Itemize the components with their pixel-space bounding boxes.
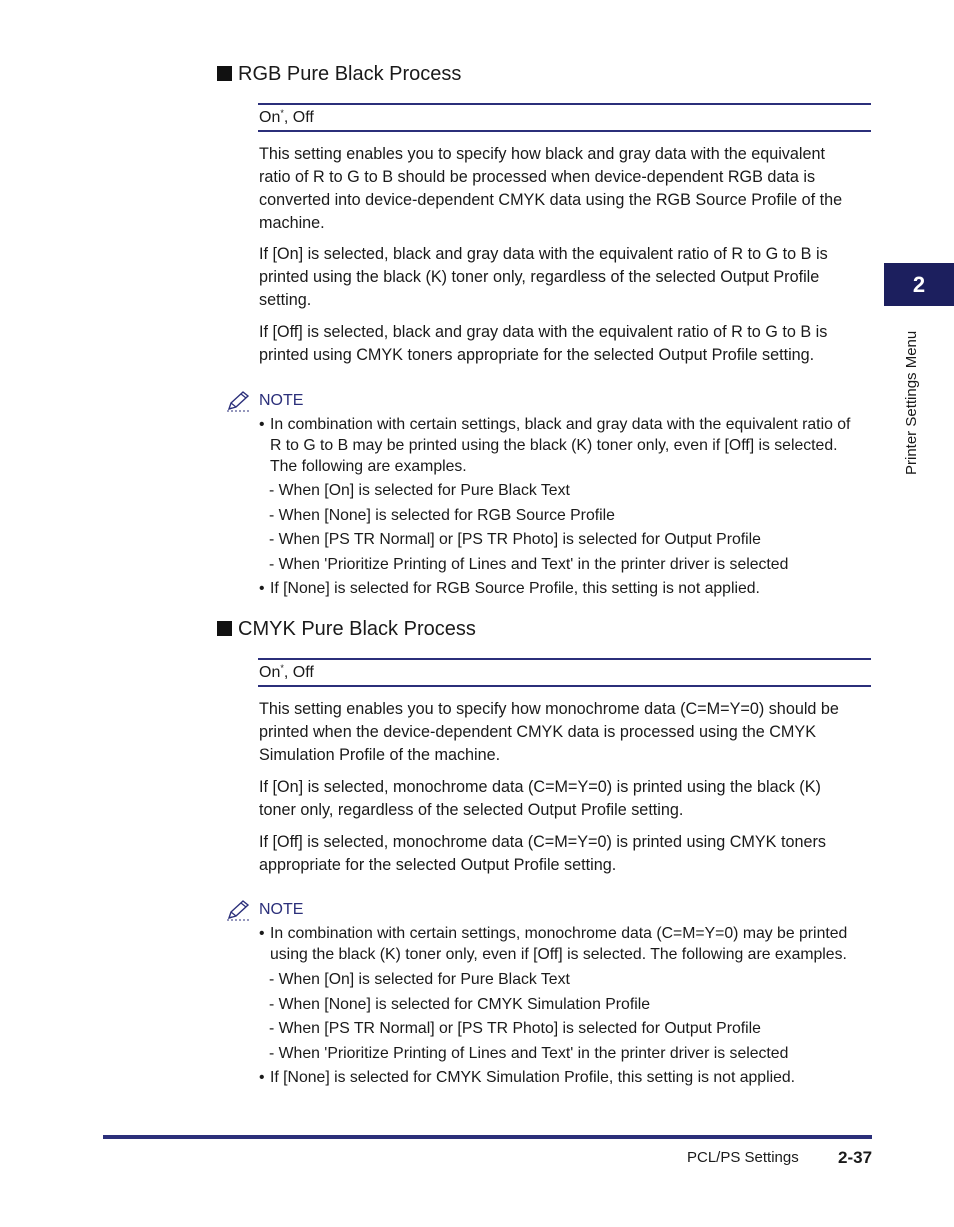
section-heading [217,618,476,641]
text-line: setting. [259,291,312,309]
text-line: If [Off] is selected, black and gray data with the equivalent ratio of R to G to B is [259,323,828,341]
text-line: The following are examples. [270,458,467,475]
list-item: - When [PS TR Normal] or [PS TR Photo] is selected for Output Profile [269,531,761,548]
chapter-title-vertical: Printer Settings Menu [903,330,920,475]
options-rule-top [258,658,871,660]
chapter-tab [884,263,954,306]
text-line: using the black (K) toner only, even if [Off] is selected. The following are examples. [270,946,847,963]
footer-rule [103,1135,872,1139]
black-square-icon [217,621,232,636]
chapter-number: 2 [912,271,926,297]
note-bullet [259,414,851,477]
note-sub-list [269,969,788,1067]
section-title: RGB Pure Black Process [238,63,462,85]
bullet-dot: • [259,416,265,433]
options-line [259,108,314,127]
section-title: CMYK Pure Black Process [238,618,476,640]
text-line: If [Off] is selected, monochrome data (C=M=Y=0) is printed using CMYK toners [259,833,826,851]
options-rule-bottom [258,130,871,132]
list-item: - When [On] is selected for Pure Black Text [269,971,570,988]
pencil-note-icon [225,390,251,417]
text-line: If [None] is selected for RGB Source Profile, this setting is not applied. [270,580,760,597]
paragraph [259,143,874,235]
note-label: NOTE [259,901,304,918]
list-item: - When [PS TR Normal] or [PS TR Photo] is selected for Output Profile [269,1020,761,1037]
list-item: - When [None] is selected for RGB Source Profile [269,506,615,524]
bullet-dot: • [259,925,265,942]
option-off: , Off [283,664,314,681]
text-line: This setting enables you to specify how monochrome data (C=M=Y=0) should be [259,700,839,718]
text-line: converted into device-dependent CMYK data using the RGB Source Profile of the [259,191,843,209]
option-on: On [259,109,281,126]
list-item: - When [None] is selected for CMYK Simulation Profile [269,995,651,1013]
list-item: - When 'Prioritize Printing of Lines and Text' in the printer driver is selected [269,555,789,573]
note-bullet [259,923,848,965]
text-line: If [None] is selected for CMYK Simulation Profile, this setting is not applied. [270,1069,796,1086]
text-line: machine. [259,214,325,232]
paragraph [259,698,874,767]
text-line: printed using CMYK toners appropriate for the selected Output Profile setting. [259,346,815,364]
text-line: If [On] is selected, monochrome data (C=M=Y=0) is printed using the black (K) [259,778,821,796]
note-sub-list [269,480,788,578]
section-heading [217,63,461,86]
bullet-dot: • [259,580,265,597]
note-label: NOTE [259,392,304,409]
paragraph [259,243,874,312]
note-bullet [259,578,760,599]
pencil-note-icon [225,899,251,926]
text-line: This setting enables you to specify how black and gray data with the equivalent [259,145,826,163]
bullet-dot: • [259,1069,265,1086]
text-line: printed when the device-dependent CMYK data is processed using the CMYK [259,723,816,741]
text-line: If [On] is selected, black and gray data with the equivalent ratio of R to G to B is [259,245,828,263]
text-line: toner only, regardless of the selected Output Profile setting. [259,801,684,819]
black-square-icon [217,66,232,81]
option-off: , Off [283,109,314,126]
option-on: On [259,664,281,681]
text-line: appropriate for the selected Output Profile setting. [259,856,617,874]
default-mark: * [280,108,284,118]
list-item: - When 'Prioritize Printing of Lines and Text' in the printer driver is selected [269,1044,789,1062]
options-rule-top [258,103,871,105]
list-item: - When [On] is selected for Pure Black Text [269,482,570,499]
page-number: 2-37 [838,1148,873,1167]
note-bullet [259,1067,796,1088]
text-line: printed using the black (K) toner only, regardless of the selected Output Profile [259,268,820,286]
text-line: In combination with certain settings, black and gray data with the equivalent ratio of [270,416,851,433]
options-rule-bottom [258,685,871,687]
text-line: Simulation Profile of the machine. [259,746,501,764]
paragraph [259,831,874,877]
text-line: In combination with certain settings, monochrome data (C=M=Y=0) may be printed [270,925,848,942]
paragraph [259,321,874,367]
footer-section-name: PCL/PS Settings [687,1149,799,1166]
paragraph [259,776,874,822]
text-line: ratio of R to G to B should be processed when device-dependent RGB data is [259,168,816,186]
default-mark: * [280,663,284,673]
options-line [259,663,314,682]
text-line: R to G to B may be printed using the black (K) toner only, even if [Off] is selected. [270,437,838,454]
